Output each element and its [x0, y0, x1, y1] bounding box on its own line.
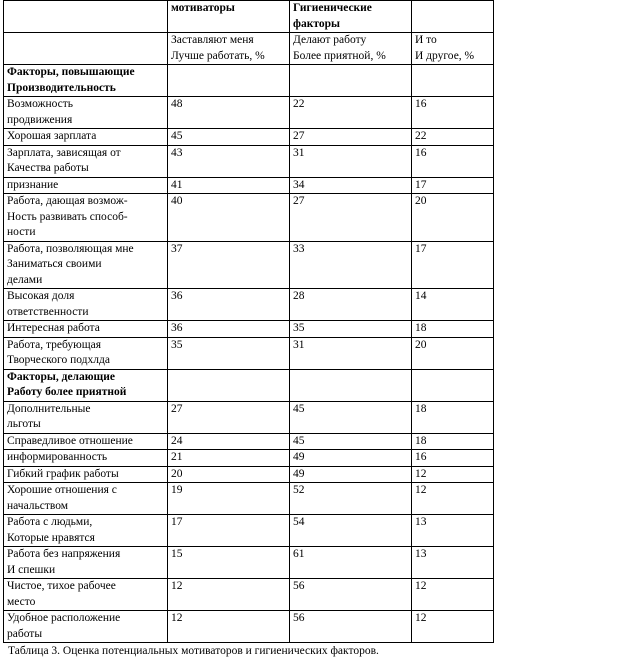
row-label: Хорошая зарплата [4, 129, 168, 146]
table-row [4, 547, 494, 579]
row-label: Работа с людьми, Которые нравятся [4, 515, 168, 547]
motivators-value: 19 [168, 483, 290, 515]
row-label: Дополнительные льготы [4, 401, 168, 433]
motivators-value: 37 [168, 241, 290, 289]
section-title: Факторы, делающие Работу более приятной [4, 369, 168, 401]
both-value: 16 [412, 145, 494, 177]
subheader-row [4, 33, 494, 65]
row-label: Удобное расположение работы [4, 611, 168, 643]
table-row [4, 401, 494, 433]
both-value: 14 [412, 289, 494, 321]
both-value: 12 [412, 483, 494, 515]
table-row [4, 194, 494, 242]
row-label: Гибкий график работы [4, 466, 168, 483]
table-row [4, 515, 494, 547]
table-caption: Таблица 3. Оценка потенциальных мотиваторов и гигиенических факторов. [8, 645, 379, 657]
row-label: Работа без напряжения И спешки [4, 547, 168, 579]
both-value: 20 [412, 337, 494, 369]
both-value: 20 [412, 194, 494, 242]
motivators-value: 36 [168, 289, 290, 321]
motivators-value: 45 [168, 129, 290, 146]
table-row [4, 483, 494, 515]
hygiene-value: 31 [290, 145, 412, 177]
table-row [4, 321, 494, 338]
hygiene-value: 33 [290, 241, 412, 289]
table-row [4, 177, 494, 194]
table-body [4, 1, 494, 643]
both-value: 22 [412, 129, 494, 146]
motivators-value: 35 [168, 337, 290, 369]
table-row [4, 129, 494, 146]
row-label: Интересная работа [4, 321, 168, 338]
motivators-value: 27 [168, 401, 290, 433]
motivators-value: 36 [168, 321, 290, 338]
row-label: Хорошие отношения с начальством [4, 483, 168, 515]
both-value: 18 [412, 321, 494, 338]
table-row [4, 97, 494, 129]
header-row [4, 1, 494, 33]
motivators-value: 12 [168, 579, 290, 611]
section-empty-cell [290, 369, 412, 401]
motivators-value: 12 [168, 611, 290, 643]
hygiene-value: 27 [290, 194, 412, 242]
row-label: Чистое, тихое рабочее место [4, 579, 168, 611]
hygiene-value: 28 [290, 289, 412, 321]
hygiene-value: 45 [290, 433, 412, 450]
section-empty-cell [412, 65, 494, 97]
row-label: Работа, требующая Творческого подхлда [4, 337, 168, 369]
both-value: 12 [412, 579, 494, 611]
both-value: 17 [412, 241, 494, 289]
section-empty-cell [168, 369, 290, 401]
motivators-value: 43 [168, 145, 290, 177]
header-cell-empty [4, 1, 168, 33]
row-label: Высокая доля ответственности [4, 289, 168, 321]
row-label: Работа, дающая возмож- Ность развивать способ- ности [4, 194, 168, 242]
row-label: Возможность продвижения [4, 97, 168, 129]
section-row [4, 65, 494, 97]
row-label: признание [4, 177, 168, 194]
both-value: 16 [412, 97, 494, 129]
hygiene-value: 27 [290, 129, 412, 146]
hygiene-value: 56 [290, 579, 412, 611]
both-value: 16 [412, 450, 494, 467]
header-motivators: мотиваторы [168, 1, 290, 33]
hygiene-value: 34 [290, 177, 412, 194]
hygiene-value: 52 [290, 483, 412, 515]
motivators-value: 40 [168, 194, 290, 242]
subheader-both: И то И другое, % [412, 33, 494, 65]
section-row [4, 369, 494, 401]
header-cell-empty-2 [412, 1, 494, 33]
table-row [4, 579, 494, 611]
both-value: 17 [412, 177, 494, 194]
both-value: 18 [412, 401, 494, 433]
hygiene-value: 56 [290, 611, 412, 643]
both-value: 13 [412, 547, 494, 579]
header-hygiene-factors: Гигиенические факторы [290, 1, 412, 33]
table-row [4, 611, 494, 643]
table-row [4, 337, 494, 369]
row-label: информированность [4, 450, 168, 467]
hygiene-value: 54 [290, 515, 412, 547]
hygiene-value: 35 [290, 321, 412, 338]
row-label: Работа, позволяющая мне Заниматься своими делами [4, 241, 168, 289]
subheader-cell-empty [4, 33, 168, 65]
table-row [4, 450, 494, 467]
motivators-value: 48 [168, 97, 290, 129]
subheader-hygiene: Делают работу Более приятной, % [290, 33, 412, 65]
row-label: Зарплата, зависящая от Качества работы [4, 145, 168, 177]
hygiene-value: 31 [290, 337, 412, 369]
both-value: 18 [412, 433, 494, 450]
section-title: Факторы, повышающие Производительность [4, 65, 168, 97]
table-row [4, 289, 494, 321]
section-empty-cell [168, 65, 290, 97]
hygiene-value: 61 [290, 547, 412, 579]
hygiene-value: 45 [290, 401, 412, 433]
section-empty-cell [290, 65, 412, 97]
table-row [4, 145, 494, 177]
both-value: 12 [412, 466, 494, 483]
motivators-table [3, 0, 494, 643]
motivators-value: 15 [168, 547, 290, 579]
hygiene-value: 49 [290, 466, 412, 483]
motivators-value: 20 [168, 466, 290, 483]
section-empty-cell [412, 369, 494, 401]
motivators-value: 21 [168, 450, 290, 467]
table-row [4, 466, 494, 483]
motivators-value: 17 [168, 515, 290, 547]
both-value: 12 [412, 611, 494, 643]
hygiene-value: 22 [290, 97, 412, 129]
both-value: 13 [412, 515, 494, 547]
table-row [4, 241, 494, 289]
motivators-value: 24 [168, 433, 290, 450]
row-label: Справедливое отношение [4, 433, 168, 450]
hygiene-value: 49 [290, 450, 412, 467]
table-row [4, 433, 494, 450]
motivators-value: 41 [168, 177, 290, 194]
subheader-motivators: Заставляют меня Лучше работать, % [168, 33, 290, 65]
